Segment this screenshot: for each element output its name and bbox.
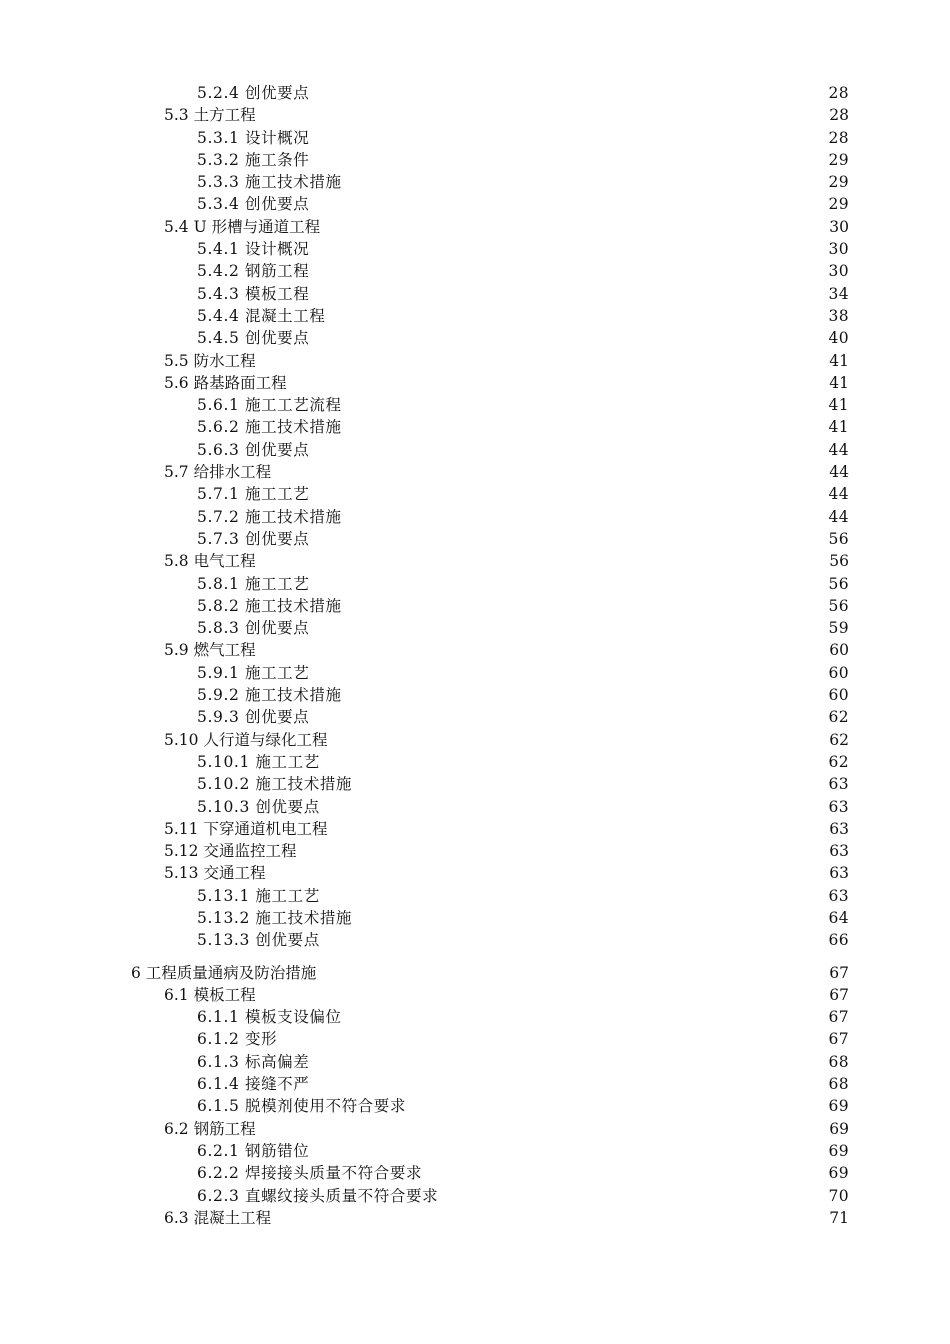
toc-entry[interactable] xyxy=(197,1028,849,1050)
toc-entry[interactable] xyxy=(197,528,849,550)
toc-entry-page-number: 66 xyxy=(828,931,849,950)
toc-entry-page-number: 59 xyxy=(828,619,849,638)
toc-entry-title: 5.6.3 创优要点 xyxy=(197,440,310,459)
toc-entry-title: 6.1.2 变形 xyxy=(197,1030,278,1049)
toc-entry-title: 5.3.1 设计概况 xyxy=(197,128,310,147)
toc-entry-title: 5.13.2 施工技术措施 xyxy=(197,908,353,927)
toc-entry[interactable] xyxy=(197,617,849,639)
toc-entry-title: 5.4.3 模板工程 xyxy=(197,284,310,303)
toc-entry[interactable] xyxy=(197,238,849,260)
toc-entry[interactable] xyxy=(197,907,849,929)
toc-entry-title: 5.9 燃气工程 xyxy=(164,641,256,660)
toc-entry-title: 6.1 模板工程 xyxy=(164,985,256,1004)
toc-entry-title: 5.10.3 创优要点 xyxy=(197,797,320,816)
toc-entry-title: 5.2.4 创优要点 xyxy=(197,84,310,102)
toc-entry-page-number: 68 xyxy=(828,1052,849,1071)
toc-entry-page-number: 56 xyxy=(828,529,849,548)
toc-entry[interactable] xyxy=(197,483,849,505)
toc-entry[interactable] xyxy=(197,1140,849,1162)
toc-entry-title: 5.4 U 形槽与通道工程 xyxy=(164,217,321,236)
toc-entry-page-number: 56 xyxy=(829,552,849,571)
toc-entry[interactable] xyxy=(197,260,849,282)
toc-entry-page-number: 64 xyxy=(828,908,849,927)
toc-entry[interactable] xyxy=(197,773,849,795)
toc-entry-title: 5.13.1 施工工艺 xyxy=(197,886,320,905)
toc-entry-page-number: 67 xyxy=(828,1008,849,1027)
toc-entry-title: 5.3 土方工程 xyxy=(164,106,256,125)
toc-entry-title: 5.7 给排水工程 xyxy=(164,463,272,482)
toc-entry-title: 5.8.1 施工工艺 xyxy=(197,574,310,593)
toc-entry[interactable] xyxy=(164,372,849,394)
toc-entry-title: 5.5 防水工程 xyxy=(164,351,256,370)
toc-entry-page-number: 62 xyxy=(828,752,849,771)
toc-entry[interactable] xyxy=(197,1051,849,1073)
toc-entry[interactable] xyxy=(197,662,849,684)
toc-entry-page-number: 60 xyxy=(828,686,849,705)
toc-entry[interactable] xyxy=(197,751,849,773)
toc-entry[interactable] xyxy=(164,862,849,884)
toc-entry-title: 5.10.2 施工技术措施 xyxy=(197,775,353,794)
toc-entry-page-number: 56 xyxy=(828,596,849,615)
toc-entry-page-number: 30 xyxy=(829,217,849,236)
toc-entry[interactable] xyxy=(197,1185,849,1207)
toc-entry-page-number: 60 xyxy=(829,641,849,660)
toc-entry[interactable] xyxy=(164,1207,849,1229)
toc-entry[interactable] xyxy=(197,283,849,305)
toc-entry-title: 5.6.1 施工工艺流程 xyxy=(197,396,342,415)
toc-entry-page-number: 62 xyxy=(829,730,849,749)
toc-entry-page-number: 29 xyxy=(828,195,849,214)
toc-entry-title: 6.2 钢筋工程 xyxy=(164,1119,256,1138)
toc-entry[interactable] xyxy=(197,193,849,215)
toc-entry-title: 5.9.1 施工工艺 xyxy=(197,663,310,682)
toc-entry-page-number: 34 xyxy=(828,284,849,303)
toc-entry[interactable] xyxy=(197,796,849,818)
toc-entry[interactable] xyxy=(197,1095,849,1117)
toc-entry-title: 6 工程质量通病及防治措施 xyxy=(131,963,317,982)
toc-entry[interactable] xyxy=(164,984,849,1006)
toc-entry[interactable] xyxy=(197,127,849,149)
toc-entry-page-number: 63 xyxy=(828,886,849,905)
toc-entry-title: 5.3.2 施工条件 xyxy=(197,150,310,169)
toc-entry[interactable] xyxy=(164,818,849,840)
toc-entry-title: 5.3.3 施工技术措施 xyxy=(197,173,342,192)
toc-entry[interactable] xyxy=(197,149,849,171)
toc-entry-title: 5.13 交通工程 xyxy=(164,864,266,883)
toc-entry-page-number: 44 xyxy=(828,485,849,504)
toc-entry[interactable] xyxy=(197,171,849,193)
toc-entry-page-number: 41 xyxy=(828,418,849,437)
toc-entry[interactable] xyxy=(197,305,849,327)
toc-entry[interactable] xyxy=(197,506,849,528)
toc-entry[interactable] xyxy=(197,1162,849,1184)
toc-entry-page-number: 44 xyxy=(829,463,849,482)
toc-entry[interactable] xyxy=(197,1006,849,1028)
toc-entry[interactable] xyxy=(164,350,849,372)
toc-entry-page-number: 68 xyxy=(828,1075,849,1094)
toc-entry-page-number: 70 xyxy=(828,1186,849,1205)
toc-entry-page-number: 29 xyxy=(828,173,849,192)
toc-entry-title: 5.9.3 创优要点 xyxy=(197,708,310,727)
toc-entry-title: 5.11 下穿通道机电工程 xyxy=(164,819,328,838)
toc-entry-page-number: 71 xyxy=(829,1208,849,1227)
toc-entry-page-number: 29 xyxy=(828,150,849,169)
toc-entry-title: 5.8.3 创优要点 xyxy=(197,619,310,638)
toc-entry[interactable] xyxy=(197,706,849,728)
toc-entry-page-number: 41 xyxy=(829,351,849,370)
toc-entry-title: 5.7.2 施工技术措施 xyxy=(197,507,342,526)
toc-entry-title: 6.1.4 接缝不严 xyxy=(197,1075,310,1094)
toc-entry[interactable] xyxy=(164,104,849,126)
toc-entry-title: 5.9.2 施工技术措施 xyxy=(197,686,342,705)
toc-entry-page-number: 41 xyxy=(829,373,849,392)
toc-entry-title: 5.8 电气工程 xyxy=(164,552,256,571)
toc-entry-title: 5.8.2 施工技术措施 xyxy=(197,596,342,615)
toc-entry-title: 5.10 人行道与绿化工程 xyxy=(164,730,328,749)
toc-entry-title: 5.13.3 创优要点 xyxy=(197,931,320,950)
toc-entry-title: 6.1.3 标高偏差 xyxy=(197,1052,310,1071)
toc-entry-title: 5.10.1 施工工艺 xyxy=(197,752,320,771)
toc-entry-title: 5.7.3 创优要点 xyxy=(197,529,310,548)
toc-entry-page-number: 60 xyxy=(828,663,849,682)
toc-entry[interactable] xyxy=(164,840,849,862)
toc-entry-page-number: 69 xyxy=(829,1119,849,1138)
toc-entry-title: 5.4.4 混凝土工程 xyxy=(197,306,326,325)
toc-entry-title: 5.4.1 设计概况 xyxy=(197,240,310,259)
toc-entry-page-number: 69 xyxy=(828,1097,849,1116)
toc-entry-page-number: 67 xyxy=(828,1030,849,1049)
toc-entry-title: 5.3.4 创优要点 xyxy=(197,195,310,214)
toc-entry[interactable] xyxy=(131,962,849,984)
toc-entry[interactable] xyxy=(164,550,849,572)
toc-entry-page-number: 63 xyxy=(829,842,849,861)
toc-entry-title: 6.2.1 钢筋错位 xyxy=(197,1141,310,1160)
toc-entry-page-number: 28 xyxy=(828,128,849,147)
toc-entry[interactable] xyxy=(197,929,849,951)
toc-entry-page-number: 69 xyxy=(828,1164,849,1183)
toc-entry-page-number: 63 xyxy=(829,864,849,883)
toc-entry-page-number: 30 xyxy=(828,262,849,281)
toc-entry-page-number: 67 xyxy=(829,985,849,1004)
toc-entry-page-number: 41 xyxy=(828,396,849,415)
toc-entry-page-number: 38 xyxy=(828,306,849,325)
toc-entry-page-number: 63 xyxy=(829,819,849,838)
toc-entry-title: 5.6.2 施工技术措施 xyxy=(197,418,342,437)
toc-entry-page-number: 62 xyxy=(828,708,849,727)
toc-entry-page-number: 44 xyxy=(828,507,849,526)
toc-entry[interactable] xyxy=(197,885,849,907)
toc-entry-page-number: 69 xyxy=(828,1141,849,1160)
toc-entry-title: 5.7.1 施工工艺 xyxy=(197,485,310,504)
toc-entry-page-number: 63 xyxy=(828,797,849,816)
toc-entry-page-number: 30 xyxy=(828,240,849,259)
toc-entry-title: 5.6 路基路面工程 xyxy=(164,373,287,392)
toc-entry-page-number: 44 xyxy=(828,440,849,459)
toc-entry-title: 6.1.5 脱模剂使用不符合要求 xyxy=(197,1097,406,1116)
section-gap xyxy=(0,952,950,962)
toc-entry[interactable] xyxy=(164,461,849,483)
toc-entry[interactable] xyxy=(197,416,849,438)
toc-entry[interactable] xyxy=(197,439,849,461)
toc-entry-page-number: 56 xyxy=(828,574,849,593)
toc-entry-title: 6.2.3 直螺纹接头质量不符合要求 xyxy=(197,1186,439,1205)
toc-entry-title: 5.12 交通监控工程 xyxy=(164,842,297,861)
toc-entry-page-number: 63 xyxy=(828,775,849,794)
toc-entry-title: 6.2.2 焊接接头质量不符合要求 xyxy=(197,1164,423,1183)
toc-entry-page-number: 67 xyxy=(829,963,849,982)
toc-entry-title: 5.4.2 钢筋工程 xyxy=(197,262,310,281)
toc-entry[interactable] xyxy=(197,82,849,104)
toc-entry-page-number: 40 xyxy=(828,329,849,348)
toc-entry[interactable] xyxy=(197,327,849,349)
toc-entry-title: 6.3 混凝土工程 xyxy=(164,1208,272,1227)
toc-entry[interactable] xyxy=(164,639,849,661)
toc-entry-page-number: 28 xyxy=(828,84,849,102)
toc-entry[interactable] xyxy=(197,684,849,706)
toc-entry[interactable] xyxy=(197,1073,849,1095)
toc-entry[interactable] xyxy=(197,394,849,416)
toc-entry[interactable] xyxy=(164,729,849,751)
toc-entry-title: 6.1.1 模板支设偏位 xyxy=(197,1008,342,1027)
toc-entry-title: 5.4.5 创优要点 xyxy=(197,329,310,348)
table-of-contents xyxy=(0,82,950,1229)
toc-entry[interactable] xyxy=(197,595,849,617)
toc-entry[interactable] xyxy=(164,216,849,238)
toc-entry[interactable] xyxy=(164,1118,849,1140)
toc-entry[interactable] xyxy=(197,573,849,595)
toc-entry-page-number: 28 xyxy=(829,106,849,125)
